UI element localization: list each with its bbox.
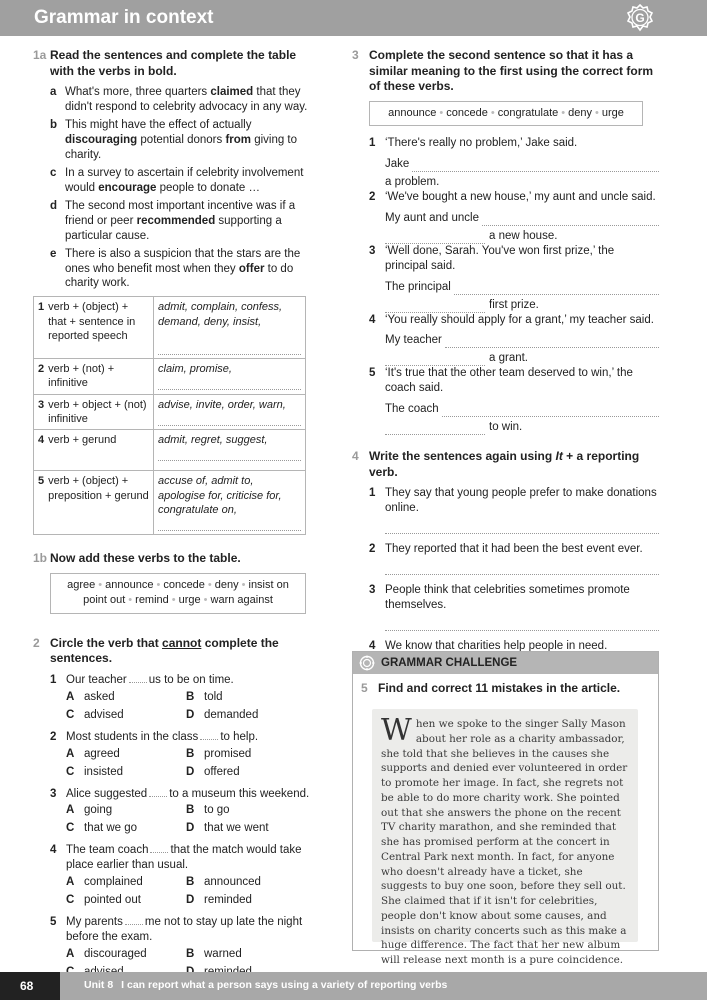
question-text: Most students in the class xyxy=(66,730,199,743)
option-letter: D xyxy=(186,894,195,907)
option[interactable] xyxy=(66,875,186,890)
page-title: Grammar in context xyxy=(34,7,214,28)
item-quote: ‘There's really no problem,’ Jake said. xyxy=(385,137,578,150)
unit-label: Unit 8 xyxy=(84,979,114,991)
sentence-a xyxy=(50,85,318,115)
option-letter: A xyxy=(66,804,75,817)
option[interactable] xyxy=(186,708,306,723)
question-text: us to be on time. xyxy=(148,673,234,686)
option-letter: B xyxy=(186,804,195,817)
ex4-instruction: Write the sentences again using xyxy=(369,449,556,464)
question-text: to a museum this weekend. xyxy=(169,787,310,800)
ex1b-number: 1b xyxy=(33,551,48,566)
challenge-task xyxy=(361,681,658,697)
ex3-item xyxy=(369,190,659,244)
pattern-text: verb + gerund xyxy=(48,434,117,447)
option-letter: C xyxy=(66,765,75,778)
row-number: 1 xyxy=(38,301,45,314)
examples-cell xyxy=(154,394,306,430)
pattern-cell xyxy=(34,358,154,394)
option-letter: D xyxy=(186,822,195,835)
ex3-items xyxy=(369,136,659,435)
answer-row xyxy=(385,420,659,435)
sentence-end: a grant. xyxy=(489,352,528,365)
option-letter: B xyxy=(186,947,195,960)
bold-verb: recommended xyxy=(136,214,216,227)
right-column xyxy=(352,48,662,672)
question-number: 1 xyxy=(50,673,57,686)
ex3-item xyxy=(369,244,659,313)
ex2-instruction: Circle the verb that xyxy=(50,635,163,650)
bold-verb: from xyxy=(225,134,251,146)
word-chip: urge xyxy=(178,594,201,607)
article-text: hen we spoke to the singer Sally Mason about her role as a charity ambassador, she told that she believes in the causes she supports and denied ever volunteered in order to promote her image. In fact, she regrets not be able to do more charity work. She pointed out that she answers the phone on the recent TV charity marathon, and she reminded that she has promised perform at the concert in Central Park next month. In fact, for anyone who doesn't already have a ticket, she suggests to buy one soon, before they sell out. She claimed that if it isn't for celebrities, people don't know about some causes, and insists on charity concerts such as this make a huge difference. The fact that her new album will release next month is a pure coincidence. xyxy=(381,718,628,967)
sentence-letter: b xyxy=(50,119,58,132)
ex3-instruction: Complete the second sentence so that it has a similar meaning to the first using the correct form of these verbs. xyxy=(369,48,654,94)
ex1a-sentences xyxy=(50,85,318,291)
sentence-text: There is also a suspicion that the stars are the ones who benefit most when they xyxy=(65,247,301,275)
answer-line[interactable] xyxy=(385,423,485,435)
word-chip: insist on xyxy=(248,578,289,591)
ex4-item xyxy=(369,486,659,534)
footer-caption xyxy=(84,979,447,993)
pattern-cell xyxy=(34,297,154,359)
word-chip: deny xyxy=(568,106,592,119)
examples-text: claim, promise, xyxy=(158,362,232,375)
answer-row xyxy=(385,280,659,295)
item-quote: ‘It's true that the other team deserved to win,’ the coach said. xyxy=(385,367,633,395)
ex4-item xyxy=(369,583,659,631)
examples-text: admit, regret, suggest, xyxy=(158,434,268,447)
option[interactable] xyxy=(186,947,306,962)
ex3-item xyxy=(369,136,659,190)
sentence-text: potential donors xyxy=(137,134,226,146)
pattern-text: verb + (object) + preposition + gerund xyxy=(48,475,149,502)
examples-text: admit, complain, confess, demand, deny, insist, xyxy=(158,301,283,328)
option-text: insisted xyxy=(84,765,123,778)
sentence-text: to do charity work. xyxy=(65,262,294,290)
examples-text: advise, invite, order, warn, xyxy=(158,398,286,411)
item-number: 4 xyxy=(369,639,376,652)
option-text: promised xyxy=(204,747,252,760)
sentence-letter: d xyxy=(50,199,58,212)
option-text: announced xyxy=(204,876,261,889)
question-number: 3 xyxy=(50,787,57,800)
item-number: 3 xyxy=(369,244,376,257)
blank xyxy=(129,675,147,683)
grammar-g-icon xyxy=(626,4,654,32)
sentence-text: In a survey to ascertain if celebrity involvement would xyxy=(65,166,304,194)
question-number: 4 xyxy=(50,844,57,857)
answer-line[interactable] xyxy=(158,414,301,426)
answer-line[interactable] xyxy=(445,336,659,348)
option-letter: A xyxy=(66,690,75,703)
question-row xyxy=(50,787,318,802)
ex1a-number: 1a xyxy=(33,48,47,62)
table-row xyxy=(34,394,306,430)
row-number: 5 xyxy=(38,475,45,488)
sentence-text: supporting a particular cause. xyxy=(65,214,282,242)
drop-cap: W xyxy=(381,713,412,748)
ex3-word-box: announce • concede • congratulate • deny • urge xyxy=(369,101,643,126)
sentence-text: This might have the effect of actually xyxy=(65,119,252,132)
question-row xyxy=(50,673,318,688)
option-letter: D xyxy=(186,708,195,721)
answer-line[interactable] xyxy=(385,563,659,575)
bold-verb: offer xyxy=(238,262,265,275)
item-text: They reported that it had been the best event ever. xyxy=(385,543,643,556)
option-text: discouraged xyxy=(84,947,147,960)
sentence-start: My aunt and uncle xyxy=(385,211,479,224)
answer-line[interactable] xyxy=(385,354,485,366)
question-text: My parents xyxy=(66,916,123,929)
options xyxy=(66,803,318,839)
option[interactable] xyxy=(66,690,186,705)
ex4-heading xyxy=(352,449,662,480)
sentence-end: to win. xyxy=(489,421,523,434)
bold-verb: encourage xyxy=(98,181,157,194)
word-chip: concede xyxy=(163,578,205,591)
option-letter: B xyxy=(186,747,195,760)
option-text: complained xyxy=(84,876,143,889)
compass-icon xyxy=(359,655,375,671)
table-row xyxy=(34,297,306,359)
pattern-text: verb + (object) + that + sentence in reported speech xyxy=(48,301,136,342)
word-chip: congratulate xyxy=(497,106,559,119)
ex3-number: 3 xyxy=(352,48,359,62)
bold-verb: discouraging xyxy=(65,134,138,146)
item-text: We know that charities help people in need. xyxy=(385,639,608,652)
sentence-start: The principal xyxy=(385,280,451,293)
option[interactable] xyxy=(66,747,186,762)
option[interactable] xyxy=(186,803,306,818)
item-number: 3 xyxy=(369,584,376,597)
table-row xyxy=(34,430,306,471)
ex2-instruction: complete the sentences. xyxy=(50,635,279,666)
challenge-number: 5 xyxy=(361,681,368,695)
examples-cell xyxy=(154,297,306,359)
answer-line[interactable] xyxy=(412,160,659,172)
ex4-instruction: + a reporting verb. xyxy=(369,449,640,479)
blank xyxy=(150,845,168,853)
question-text: before the exam. xyxy=(66,931,153,944)
option-text: asked xyxy=(84,690,115,703)
option-text: advised xyxy=(84,708,124,721)
page-number: 68 xyxy=(0,972,60,1000)
ex4-number: 4 xyxy=(352,449,359,464)
article-panel xyxy=(372,709,638,967)
option[interactable] xyxy=(66,893,186,908)
word-chip: warn against xyxy=(210,594,273,607)
answer-row xyxy=(385,298,659,313)
answer-line[interactable] xyxy=(385,232,485,244)
answer-line[interactable] xyxy=(442,405,659,417)
title-bar xyxy=(0,0,707,36)
option-letter: B xyxy=(186,876,195,889)
logo-letter: G xyxy=(635,11,645,25)
question-row xyxy=(50,843,318,873)
options xyxy=(66,690,318,726)
answer-line[interactable] xyxy=(158,519,301,531)
sentence-text: giving to charity. xyxy=(65,134,298,161)
option-letter: C xyxy=(66,822,75,835)
bold-verb: claimed xyxy=(210,86,254,99)
pattern-cell xyxy=(34,430,154,471)
question-row xyxy=(50,915,318,945)
sentence-start: Jake xyxy=(385,158,410,171)
blank xyxy=(149,789,167,797)
question-row xyxy=(50,730,318,745)
answer-line[interactable] xyxy=(385,301,485,313)
ex4-item xyxy=(369,542,659,575)
question-text: me not to stay up late the night xyxy=(144,916,303,929)
sentence-e xyxy=(50,247,318,292)
ex2-instruction-underlined: cannot xyxy=(162,635,202,650)
answer-line[interactable] xyxy=(385,619,659,631)
word-chip: remind xyxy=(135,594,169,607)
answer-line[interactable] xyxy=(158,378,301,390)
sentence-letter: e xyxy=(50,247,57,260)
examples-cell xyxy=(154,430,306,471)
option-text: told xyxy=(204,690,223,703)
word-chip: deny xyxy=(214,578,239,591)
ex1a-heading xyxy=(33,48,318,79)
answer-row xyxy=(385,402,659,417)
item-number: 1 xyxy=(369,487,376,500)
sentence-text: people to donate … xyxy=(156,181,261,194)
ex3-heading xyxy=(352,48,662,95)
option[interactable] xyxy=(186,821,306,836)
word-chip: urge xyxy=(601,106,624,119)
pattern-text: verb + (not) + infinitive xyxy=(48,362,115,390)
option-letter: C xyxy=(66,894,75,907)
pattern-cell xyxy=(34,394,154,430)
word-chip: announce xyxy=(388,106,437,119)
blank xyxy=(125,917,143,925)
ex4-items xyxy=(369,486,659,672)
left-column xyxy=(33,48,318,987)
word-chip: agree xyxy=(67,578,96,591)
question-number: 2 xyxy=(50,730,57,743)
item-text: People think that celebrities sometimes promote themselves. xyxy=(385,584,630,612)
option-text: warned xyxy=(204,947,242,960)
item-quote: ‘We've bought a new house,’ my aunt and uncle said. xyxy=(385,190,656,203)
sentence-start: My teacher xyxy=(385,334,442,347)
item-number: 2 xyxy=(369,190,376,203)
item-text: They say that young people prefer to make donations online. xyxy=(385,487,657,515)
option-text: reminded xyxy=(204,894,252,907)
sentence-d xyxy=(50,199,318,244)
ex1b-heading xyxy=(33,551,318,567)
option[interactable] xyxy=(66,821,186,836)
pattern-text: verb + object + (not) infinitive xyxy=(48,398,147,425)
option[interactable] xyxy=(186,690,306,705)
pattern-cell xyxy=(34,471,154,535)
question-text: place earlier than usual. xyxy=(66,859,189,872)
sentence-letter: c xyxy=(50,166,57,179)
answer-row xyxy=(385,351,659,366)
challenge-instruction: Find and correct 11 mistakes in the article. xyxy=(378,681,621,695)
examples-cell xyxy=(154,358,306,394)
grammar-challenge-title: GRAMMAR CHALLENGE xyxy=(381,656,518,669)
sentence-start: The coach xyxy=(385,403,439,416)
sentence-text: What's more, three quarters xyxy=(65,86,211,99)
option[interactable] xyxy=(186,893,306,908)
examples-text: accuse of, admit to, apologise for, criticise for, congratulate on, xyxy=(158,475,282,517)
option[interactable] xyxy=(186,747,306,762)
answer-row xyxy=(385,229,659,244)
blank xyxy=(200,732,218,740)
ex1b-word-box: agree • announce • concede • deny • insist on point out • remind • urge • warn against xyxy=(50,573,306,614)
ex1a-instruction: Read the sentences and complete the table with the verbs in bold. xyxy=(50,48,297,78)
grammar-challenge-box xyxy=(352,651,659,967)
ex2-questions xyxy=(50,673,318,983)
item-number: 5 xyxy=(369,367,376,380)
word-chip: concede xyxy=(446,106,488,119)
option-letter: A xyxy=(66,947,75,960)
sentence-c xyxy=(50,166,318,196)
option-letter: C xyxy=(66,708,75,721)
option-letter: A xyxy=(66,876,75,889)
options xyxy=(66,875,318,911)
question-text: Alice suggested xyxy=(66,787,148,800)
table-row xyxy=(34,471,306,535)
option-text: pointed out xyxy=(84,894,141,907)
option[interactable] xyxy=(66,765,186,780)
option[interactable] xyxy=(66,947,186,962)
option-letter: A xyxy=(66,747,75,760)
sentence-text: The second most important incentive was if a friend or peer xyxy=(65,199,296,227)
options xyxy=(66,747,318,783)
option[interactable] xyxy=(66,803,186,818)
footer-bar xyxy=(0,972,707,1000)
answer-line[interactable] xyxy=(158,343,301,355)
answer-line[interactable] xyxy=(158,449,301,461)
question-text: The team coach xyxy=(66,844,149,857)
option[interactable] xyxy=(186,765,306,780)
question-text: to help. xyxy=(220,730,259,743)
answer-row xyxy=(385,157,659,172)
item-number: 2 xyxy=(369,543,376,556)
sentence-end: first prize. xyxy=(489,298,539,311)
ex2-heading xyxy=(33,636,318,667)
option[interactable] xyxy=(66,708,186,723)
option-text: going xyxy=(84,804,113,817)
word-chip: point out xyxy=(83,594,126,607)
row-number: 3 xyxy=(38,398,45,411)
sentence-letter: a xyxy=(50,86,57,99)
answer-row xyxy=(385,333,659,348)
sentence-text: that they didn't respond to celebrity advocacy in any way. xyxy=(65,86,308,114)
item-quote: ‘You really should apply for a grant,’ my teacher said. xyxy=(385,313,654,326)
ex2-number: 2 xyxy=(33,635,40,650)
ex3-item xyxy=(369,366,659,435)
sentence-end: a new house. xyxy=(489,229,558,242)
row-number: 4 xyxy=(38,434,45,447)
option-text: agreed xyxy=(84,747,120,760)
option-text: that we went xyxy=(204,822,269,835)
ex4-instruction-it: It xyxy=(555,449,563,464)
answer-line[interactable] xyxy=(482,214,659,226)
examples-cell xyxy=(154,471,306,535)
word-chip: announce xyxy=(105,578,154,591)
sentence-b xyxy=(50,118,318,163)
verb-pattern-table xyxy=(33,296,306,535)
answer-line[interactable] xyxy=(454,283,659,295)
option-text: demanded xyxy=(204,708,259,721)
grammar-challenge-header xyxy=(353,652,658,674)
sentence-end: a problem. xyxy=(385,176,440,189)
option-letter: B xyxy=(186,690,195,703)
ex3-item xyxy=(369,313,659,367)
table-row xyxy=(34,358,306,394)
row-number: 2 xyxy=(38,362,45,375)
question-number: 5 xyxy=(50,916,57,929)
item-quote: ‘Well done, Sarah. You've won first prize,’ the principal said. xyxy=(385,244,615,272)
option-text: to go xyxy=(204,804,230,817)
answer-row xyxy=(385,211,659,226)
learning-objective: I can report what a person says using a variety of reporting verbs xyxy=(121,979,448,991)
item-number: 4 xyxy=(369,313,376,326)
answer-line[interactable] xyxy=(385,522,659,534)
option-text: that we go xyxy=(84,822,138,835)
option[interactable] xyxy=(186,875,306,890)
item-number: 1 xyxy=(369,137,376,150)
ex1b-instruction: Now add these verbs to the table. xyxy=(50,551,241,566)
question-text: that the match would take xyxy=(170,844,302,857)
option-letter: D xyxy=(186,765,195,778)
question-text: Our teacher xyxy=(66,673,127,686)
option-text: offered xyxy=(204,765,240,778)
